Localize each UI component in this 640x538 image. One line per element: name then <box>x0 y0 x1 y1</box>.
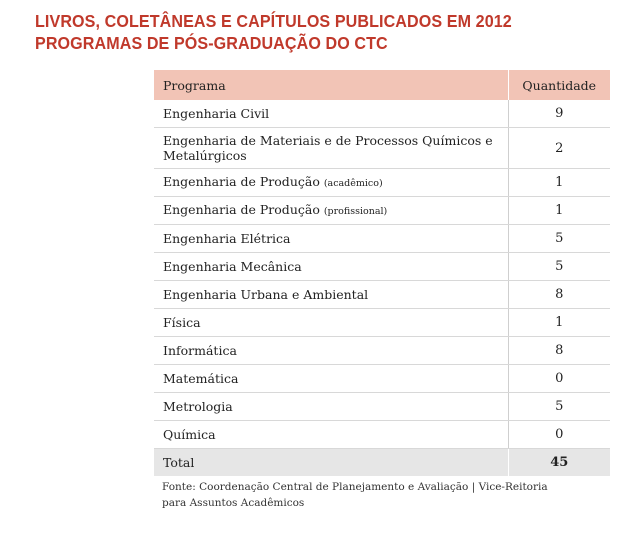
quantity-cell: 5 <box>508 253 610 281</box>
quantity-cell: 9 <box>508 100 610 128</box>
quantity-cell: 0 <box>508 365 610 393</box>
program-note: (profissional) <box>323 206 388 217</box>
table-row <box>154 253 610 281</box>
table-row <box>154 393 610 421</box>
table-row <box>154 309 610 337</box>
header-quantity: Quantidade <box>508 70 610 100</box>
total-row <box>154 449 610 477</box>
program-name: Engenharia Mecânica <box>163 259 302 274</box>
page-title <box>35 10 512 54</box>
program-cell <box>154 128 508 169</box>
program-name: Engenharia de Produção <box>163 202 320 217</box>
quantity-cell: 1 <box>508 169 610 197</box>
program-cell <box>154 100 508 128</box>
source-note <box>162 479 582 511</box>
quantity-cell: 8 <box>508 281 610 309</box>
quantity-cell: 5 <box>508 393 610 421</box>
cutoff-text-fragment <box>160 531 280 538</box>
program-cell <box>154 197 508 225</box>
table-row <box>154 128 610 169</box>
program-name: Física <box>163 315 201 330</box>
table-row <box>154 225 610 253</box>
table-row <box>154 337 610 365</box>
program-cell <box>154 253 508 281</box>
source-line-2: para Assuntos Acadêmicos <box>162 497 305 509</box>
source-line-1: Fonte: Coordenação Central de Planejamento e Avaliação | Vice-Reitoria <box>162 481 548 493</box>
program-name: Engenharia de Materiais e de Processos Químicos e Metalúrgicos <box>163 133 493 163</box>
title-line-2: PROGRAMAS DE PÓS-GRADUAÇÃO DO CTC <box>35 33 388 53</box>
table-row <box>154 365 610 393</box>
program-name: Matemática <box>163 371 239 386</box>
table-row <box>154 421 610 449</box>
program-name: Engenharia de Produção <box>163 174 320 189</box>
program-cell <box>154 281 508 309</box>
quantity-cell: 2 <box>508 128 610 169</box>
title-line-1: LIVROS, COLETÂNEAS E CAPÍTULOS PUBLICADOS EM 2012 <box>35 11 512 31</box>
table-row <box>154 197 610 225</box>
program-cell <box>154 421 508 449</box>
quantity-cell: 0 <box>508 421 610 449</box>
table-row <box>154 169 610 197</box>
program-cell <box>154 337 508 365</box>
program-cell <box>154 169 508 197</box>
quantity-cell: 8 <box>508 337 610 365</box>
total-label: Total <box>154 449 508 477</box>
header-program: Programa <box>154 70 508 100</box>
program-cell <box>154 225 508 253</box>
publications-table <box>154 70 610 476</box>
program-cell <box>154 365 508 393</box>
program-note: (acadêmico) <box>323 178 383 189</box>
program-name: Engenharia Elétrica <box>163 231 291 246</box>
program-cell <box>154 309 508 337</box>
quantity-cell: 5 <box>508 225 610 253</box>
quantity-cell: 1 <box>508 197 610 225</box>
table-row <box>154 100 610 128</box>
table-header-row <box>154 70 610 100</box>
total-quantity: 45 <box>508 449 610 477</box>
program-name: Química <box>163 427 216 442</box>
program-name: Engenharia Civil <box>163 106 270 121</box>
program-name: Informática <box>163 343 237 358</box>
program-name: Engenharia Urbana e Ambiental <box>163 287 369 302</box>
program-name: Metrologia <box>163 399 233 414</box>
program-cell <box>154 393 508 421</box>
quantity-cell: 1 <box>508 309 610 337</box>
table-row <box>154 281 610 309</box>
